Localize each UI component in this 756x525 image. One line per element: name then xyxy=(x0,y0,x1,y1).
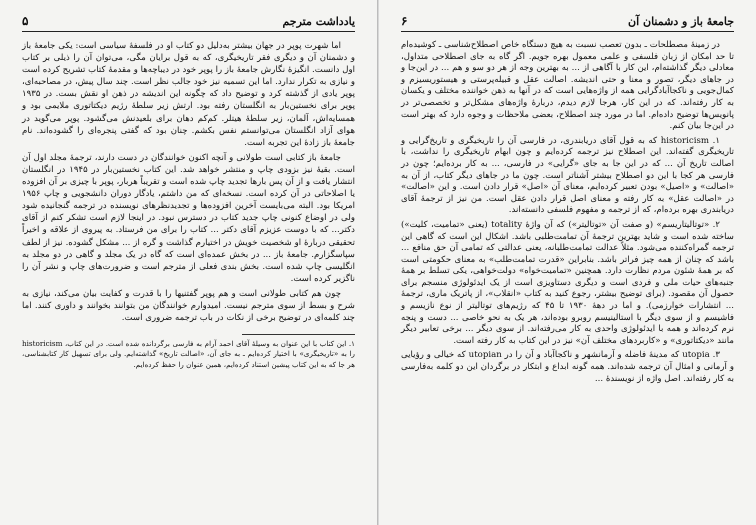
page-right xyxy=(378,0,756,525)
paragraph: جامعهٔ باز کتابی است طولانی و آنچه اکنون خوانندگان در دست دارند، ترجمهٔ مجلد اول آن است. بقیهٔ نیز بزودی چاپ و منتشر خواهد شد. این کتاب نخستین‌بار در ۱۹۴۵ در انگلستان انتشار یافت و از آن پس بارها تجدید چاپ شده است و تقریباً هربار، پوپر با چیزی بر آن افزوده یا اصلاحاتی در آن کرده است. نسخه‌ای که من داشتم، یادگار دوران دانشجویی و چاپ ۱۹۵۶ امریکا بود. البته می‌بایست آخرین افزوده‌ها و تجدیدنظرهای نویسنده در ترجمه گنجانیده شود ولی در اوضاع کنونی چاپ جدید کتاب در دسترس نبود. در اینجا لازم است تشکر کنم از آقای دکتر... که با دوست عزیزم آقای دکتر ... کتاب را برای من فرستاد. به پیروی از علاقه و اخیراً تحقیقی دربارهٔ او شخصیت خویش در اختیارم گذاشت و گره از ... مشکل گشوده. نیز از لطف سپاسگزارم. جامعهٔ باز ... در بخش عمده‌ای است که گاه در یک مجلد و گاهی در دو مجلد به انگلیسی چاپ شده است. بخش بندی فعلی از مترجم است و ضرورت‌های چاپ و نشر آن را ناگزیر کرده است. xyxy=(22,152,355,284)
page-header-title: جامعهٔ باز و دشمنان آن xyxy=(628,15,734,28)
page-body xyxy=(401,40,734,385)
paragraph: ۳. utopia که مدینهٔ فاضله و آرمانشهر و ناکجاآباد و آن را در utopian که خیالی و رؤیایی و آرمانی و امثال آن ترجمه شده‌اند. همه گونه ابداع و ابتکار در برگردان این دو کلمه به‌فارسی به کار رفته‌اند. اصل واژه از نویسندهٔ ... xyxy=(401,350,734,384)
footnote-rule xyxy=(242,334,355,335)
paragraph: اما شهرت پوپر در جهان بیشتر به‌دلیل دو کتاب او در فلسفهٔ سیاسی است: یکی جامعهٔ باز و دشمنان آن و دیگری فقر تاریخیگری، که به قول برایان مگی، می‌توان آن را ذیلی بر کتاب اول دانست. انگیزهٔ نگارش جامعهٔ باز را پوپر خود در دیباچه‌ها و مقدمهٔ کتاب تشریح کرده است و نیازی به تکرار ندارد. اما این تسمیه نیز خود جالب نظر است. چند سال پیش، در مصاحبه‌ای، پوپر یادی از گذشته کرد و توضیح داد که چگونه این اندیشه در ذهن او نقش بست. در ۱۹۳۵ پوپر برای نخستین‌بار به انگلستان رفته بود. ارتش زیر سلطهٔ رژیم دیکتاتوری ملایمی بود و همسایه‌اش، آلمان، زیر سلطهٔ هیتلر. کم‌کم دهان برای بلعیدنش می‌گشود. پوپر می‌گوید در هوای آزاد انگلستان می‌توانستم نفس بکشم. چنان بود که گفتی پنجره‌ای را گشوده‌اند. نام جامعهٔ باز زادهٔ این تجربه است. xyxy=(22,41,355,148)
page-header xyxy=(401,14,734,32)
paragraph: ۲. «توتالیتاریسم» (و صفت آن «توتالیتر») که آن واژهٔ totality (یعنی «تمامیت، کلیت») ساخته شده است و شاید بهترین ترجمهٔ آن تمامت‌طلبی باشد. اشکال این است که گاهی این ترجمه گمراه‌کننده می‌شود. مثلاً عدالت تمامت‌طلبانه، یعنی عدالتی که تمامی آن حق منافع ... باشد که چنان از همه چیز فراتر باشد. بنابراین «قدرت تمامت‌طلب» به معنای حکومتی است که بر همهٔ شئون مردم نظارت دارد. همچنین «تمامیت‌خواه» دولت‌خواهی، یکی تسلط بر همهٔ جنبه‌های حیات ملی و فردی است و دیگری دستاویزی است از یک ایدئولوژی منسجم برای حصول آن مقصود. (برای توضیح بیشتر، رجوع کنید به کتاب «انقلاب»، از پاتریک ماری، ترجمهٔ ... انتشارات خوارزمی). و اما در دههٔ ۱۹۳۰ تا ۴۵ که رژیم‌های توتالیتر از نوع نازیسم و فاشیسم و از سوی دیگر با استالینیسم روبرو بوده‌اند، هر یک به نحو خاصی ... دست و پنجه نرم کرده‌اند و همه با ایدئولوژی واحدی به کار می‌رفته‌اند. از سوی دیگر ... برخی تعابیر دیگر مانند «دیکتاتوری» و «کاربردهای مختلف آن» نیز در این کتاب به کار رفته است. xyxy=(401,219,734,346)
page-number: ۵ xyxy=(22,14,29,28)
paragraph: ۱. historicism که به قول آقای دریابندری، در فارسی آن را تاریخیگری و تاریخ‌گرایی و تاریخیگری گفته‌اند. این اصطلاح نیز ترجمه کرده‌ایم و چون ابهام تاریخیگری را نداشت، با اصالت تاریخ آن ... که در این جا به جای «گرایی» در فارسی، ... به کار برده‌ایم؛ چون در فارسی هر کجا با این دو اصطلاح بیشتر آشنا‌تر است. چون ما در جاهای دیگر کتاب، از آن به «اصالت» و «اصیل» بودن تعبیر کرده‌ایم، معنای آن «اصل» قرار دادن است. و این «اصالت» در «اصالت عقل» به کار رفته و معنای اصل قرار دادن عقل است. من نیز از ترجمهٔ آقای دریابندری بهره برده‌ام، که از ترجمه و مفهوم فلسفی دانسته‌اند. xyxy=(401,135,734,216)
page-number: ۶ xyxy=(401,14,408,28)
footnote: ۱. این کتاب با این عنوان به وسیلهٔ آقای احمد آرام به فارسی برگردانده شده است. در این کتاب، historicism را به «تاریخیگری» با اختیار کرده‌ایم ـ به جای آن، «اصالت تاریخ» گذاشته‌ایم. ولی برای تسهیل کار کتابشناسی، هر جا که به این کتاب پیشین استناد کرده‌ایم، همین عنوان را حفظ کرده‌ایم. xyxy=(22,339,355,369)
page-body xyxy=(22,40,355,370)
page-header xyxy=(22,14,355,32)
paragraph: در زمینهٔ مصطلحات ـ بدون تعصب نسبت به هیچ دستگاه خاص اصطلاح‌شناسی ـ کوشیده‌ام تا حد امکان از زبان فلسفی و علمی معمول بهره جویم. اگر گاه به جای اصطلاحی متداول، معادلی دیگر گذاشته‌ام، این کار با آگاهی از ... به بهترین وجه از هر دو سو و هم ... در این‌جا و در جاهای دیگر، تصور و معنا و حتی اندیشه. اصالت عقل و قبیله‌پرستی و هیستوریسیزم و کمال‌جویی و ناکجاآبادگرایی همه از واژه‌هایی است که در آنها به ذهن خواننده مختلف و یکسان به کار رفته‌اند. که در این کار، هرجا لازم دیدم، دربارهٔ واژه‌های مشکل‌تر و تخصصی‌تر در پانویس‌ها توضیح داده‌ام. اما در مورد چند اصطلاح، بعضی ملاحظات و وجوه دارد که بهتر است در این‌جا بیان کنم. xyxy=(401,40,734,132)
page-header-title: یادداشت مترجم xyxy=(282,15,355,28)
paragraph: چون هم کتابی طولانی است و هم پوپر گفتنیها را با قدرت و کفایت بیان می‌کند، نیازی به شرح و بسط از سوی مترجم نیست. امیدوارم خوانندگان من بتوانند بخوانند و داوری کنند. اما چند کلمه‌ای در توضیح برخی از نکات در باب ترجمه ضروری است. xyxy=(22,288,355,324)
